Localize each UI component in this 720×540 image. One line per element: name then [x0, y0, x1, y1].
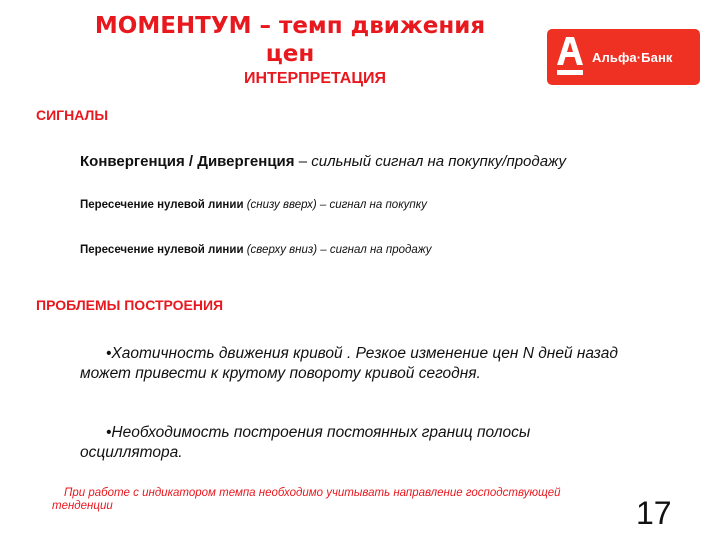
page-number: 17 [636, 495, 672, 531]
problems-heading: ПРОБЛЕМЫ ПОСТРОЕНИЯ [36, 297, 224, 313]
slide-subtitle: ИНТЕРПРЕТАЦИЯ [243, 70, 387, 87]
signal-convergence [80, 153, 566, 170]
footer-note-text: При работе с индикатором темпа необходимо учитывать направление господствующей тенденции [52, 487, 561, 512]
signal-item-term: Пересечение нулевой линии [80, 199, 244, 211]
signal-item-term: Пересечение нулевой линии [80, 244, 244, 256]
footer-note [52, 487, 612, 513]
signal-item-text: (сверху вниз) – сигнал на продажу [243, 244, 432, 256]
logo-text: Альфа·Банк [592, 49, 673, 65]
signal-zero-cross-down [80, 244, 432, 256]
signal-zero-cross-up [80, 199, 427, 211]
problem-item-text: •Хаотичность движения кривой . Резкое изменение цен N дней назад может привести к крутому повороту кривой сегодня. [80, 345, 618, 382]
slide-title: МОМЕНТУМ – темп движения цен [94, 13, 486, 67]
signals-heading: СИГНАЛЫ [36, 107, 109, 123]
problem-item [80, 344, 660, 384]
signal-convergence-text: – сильный сигнал на покупку/продажу [294, 153, 567, 170]
problem-item-text: •Необходимость построения постоянных границ полосы осциллятора. [80, 424, 531, 461]
alfa-bank-logo [547, 29, 700, 85]
signal-convergence-term: Конвергенция / Дивергенция [80, 153, 295, 170]
alfa-a-icon [556, 35, 584, 79]
signal-item-text: (снизу вверх) – сигнал на покупку [243, 199, 427, 211]
problem-item [80, 423, 620, 463]
